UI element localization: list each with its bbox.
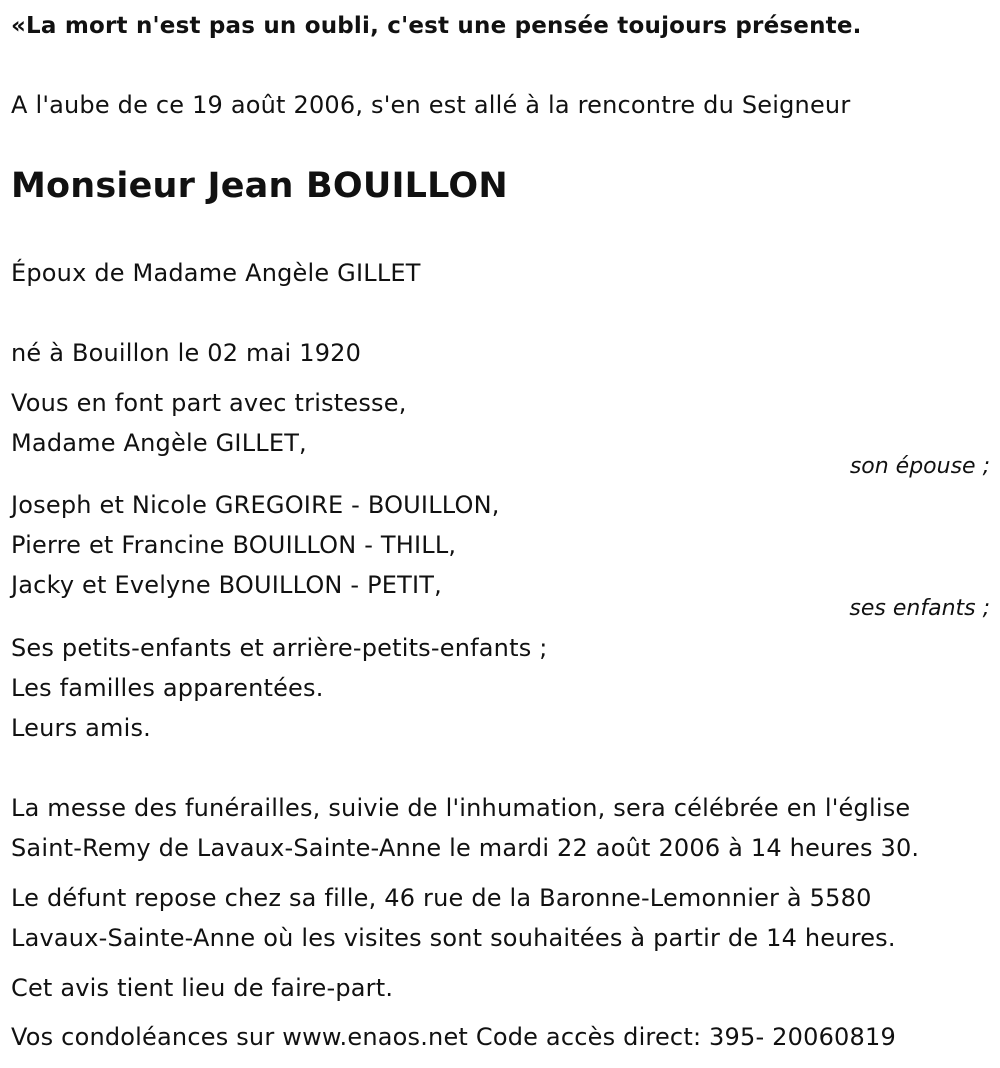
announce-line: Vous en font part avec tristesse, (11, 389, 407, 417)
child-entry-3: Jacky et Evelyne BOUILLON - PETIT, (11, 571, 442, 599)
rest-line-2: Lavaux-Sainte-Anne où les visites sont souhaitées à partir de 14 heures. (11, 924, 896, 952)
condolences-line: Vos condoléances sur www.enaos.net Code accès direct: 395- 20060819 (11, 1023, 896, 1051)
children-role: ses enfants ; (849, 596, 990, 621)
spouse-line: Époux de Madame Angèle GILLET (11, 259, 421, 287)
deceased-name: Monsieur Jean BOUILLON (11, 166, 508, 206)
spouse-role: son épouse ; (849, 454, 990, 479)
intro-text: A l'aube de ce 19 août 2006, s'en est allé à la rencontre du Seigneur (11, 91, 851, 119)
birth-line: né à Bouillon le 02 mai 1920 (11, 339, 362, 367)
child-entry-1: Joseph et Nicole GREGOIRE - BOUILLON, (11, 491, 500, 519)
spouse-name: Madame Angèle GILLET, (11, 429, 307, 457)
child-entry-2: Pierre et Francine BOUILLON - THILL, (11, 531, 457, 559)
funeral-line-2: Saint-Remy de Lavaux-Sainte-Anne le mardi 22 août 2006 à 14 heures 30. (11, 834, 920, 862)
funeral-line-1: La messe des funérailles, suivie de l'inhumation, sera célébrée en l'église (11, 794, 911, 822)
friends-line: Leurs amis. (11, 714, 152, 742)
grandchildren-line: Ses petits-enfants et arrière-petits-enfants ; (11, 634, 548, 662)
families-line: Les familles apparentées. (11, 674, 324, 702)
rest-line-1: Le défunt repose chez sa fille, 46 rue de la Baronne-Lemonnier à 5580 (11, 884, 872, 912)
faire-part-note: Cet avis tient lieu de faire-part. (11, 974, 394, 1002)
quote-text: «La mort n'est pas un oubli, c'est une pensée toujours présente. (11, 13, 862, 39)
